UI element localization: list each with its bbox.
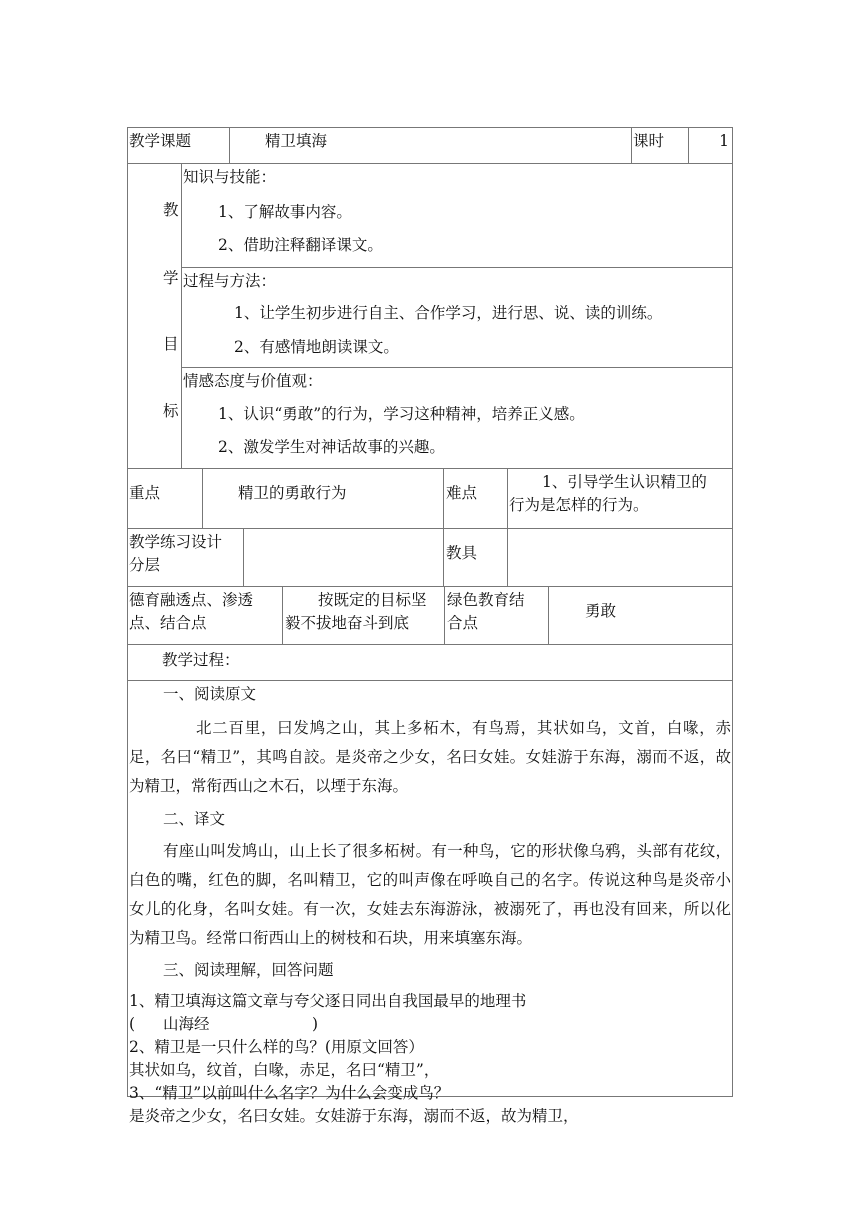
green-value: 勇敢: [585, 602, 617, 620]
practice-label-line-1: 教学练习设计: [129, 533, 223, 551]
green-label-line-2: 合点: [447, 614, 479, 632]
focus-row: [127, 468, 733, 528]
section-1-title: 一、阅读原文: [163, 685, 257, 703]
question-2: 2、精卫是一只什么样的鸟？(用原文回答）: [129, 1038, 424, 1056]
translation-text: 有座山叫发鸠山，山上长了很多柘树。有一种鸟，它的形状像乌鸦，头部有花纹，白色的嘴，红色的脚，名叫精卫，它的叫声像在呼唤自己的名字。传说这种鸟是炎帝小女儿的化身，名叫女娃。有一次，女娃去东海游泳，被溺死了，再也没有回来，所以化为精卫鸟。经常口衔西山上的树枝和石块，用来填塞东海。: [129, 842, 731, 947]
moral-row: [127, 586, 733, 644]
process-title: 教学过程：: [162, 651, 240, 669]
difficulty-label: 难点: [446, 484, 478, 502]
knowledge-title: 知识与技能：: [183, 168, 277, 186]
questions: [129, 990, 731, 1128]
section-3-title: 三、阅读理解，回答问题: [163, 961, 334, 979]
knowledge-item-1: 1、了解故事内容。: [218, 203, 352, 221]
answer-3: 是炎帝之少女，名曰女娃。女娃游于东海，溺而不返，故为精卫，: [129, 1107, 579, 1125]
course-label: 教学课题: [129, 132, 192, 150]
side-char-1: 教: [163, 201, 179, 219]
moral-value-line-2: 毅不拔地奋斗到底: [285, 614, 410, 632]
course-title: 精卫填海: [265, 132, 328, 150]
key-point-label: 重点: [129, 484, 161, 502]
emotion-item-1: 1、认识“勇敢”的行为，学习这种精神，培养正义感。: [218, 405, 585, 423]
green-label-line-1: 绿色教育结: [447, 591, 525, 609]
process-method-item-2: 2、有感情地朗读课文。: [234, 338, 399, 356]
difficulty-line-1: 1、引导学生认识精卫的: [542, 473, 707, 491]
process-method-item-1: 1、让学生初步进行自主、合作学习，进行思、说、读的训练。: [234, 304, 663, 322]
difficulty-line-2: 行为是怎样的行为。: [509, 496, 649, 514]
answer-1-close-paren: ): [312, 1015, 319, 1033]
answer-1-open-paren: (: [129, 1015, 136, 1033]
emotion-title: 情感态度与价值观：: [183, 372, 323, 390]
key-point-value: 精卫的勇敢行为: [238, 484, 347, 502]
objectives-row: [127, 163, 733, 468]
question-1: 1、精卫填海这篇文章与夸父逐日同出自我国最早的地理书: [129, 992, 527, 1010]
tools-label: 教具: [446, 544, 478, 562]
practice-label-line-2: 分层: [129, 556, 161, 574]
question-3: 3、“精卫”以前叫什么名字？为什么会变成鸟？: [129, 1084, 450, 1102]
moral-label-line-1: 德育融透点、渗透: [129, 591, 254, 609]
process-method-title: 过程与方法：: [183, 272, 277, 290]
side-char-4: 标: [163, 402, 179, 420]
course-row: [127, 127, 733, 163]
section-2-title: 二、译文: [163, 810, 226, 828]
process-content-row: [127, 680, 733, 1125]
moral-label-line-2: 点、结合点: [129, 614, 207, 632]
emotion-item-2: 2、激发学生对神话故事的兴趣。: [218, 438, 445, 456]
side-char-3: 目: [163, 335, 179, 353]
lesson-plan-table: [127, 127, 733, 1125]
original-text: 北二百里，曰发鸠之山，其上多柘木，有鸟焉，其状如乌，文首，白喙，赤足，名曰“精卫”，其鸣自詨。是炎帝之少女，名曰女娃。女娃游于东海，溺而不返，故为精卫，常衔西山之木石，以堙于东海。: [129, 719, 731, 795]
knowledge-item-2: 2、借助注释翻译课文。: [218, 236, 383, 254]
answer-2: 其状如乌，纹首，白喙，赤足，名曰“精卫”，: [129, 1061, 440, 1079]
answer-1-line: [129, 1013, 731, 1036]
side-char-2: 学: [163, 269, 179, 287]
period-label: 课时: [633, 132, 665, 150]
period-value: 1: [719, 132, 729, 150]
practice-row: [127, 528, 733, 586]
moral-value-line-1: 按既定的目标坚: [318, 591, 427, 609]
process-title-row: [127, 644, 733, 680]
answer-1: 山海经: [163, 1015, 210, 1033]
